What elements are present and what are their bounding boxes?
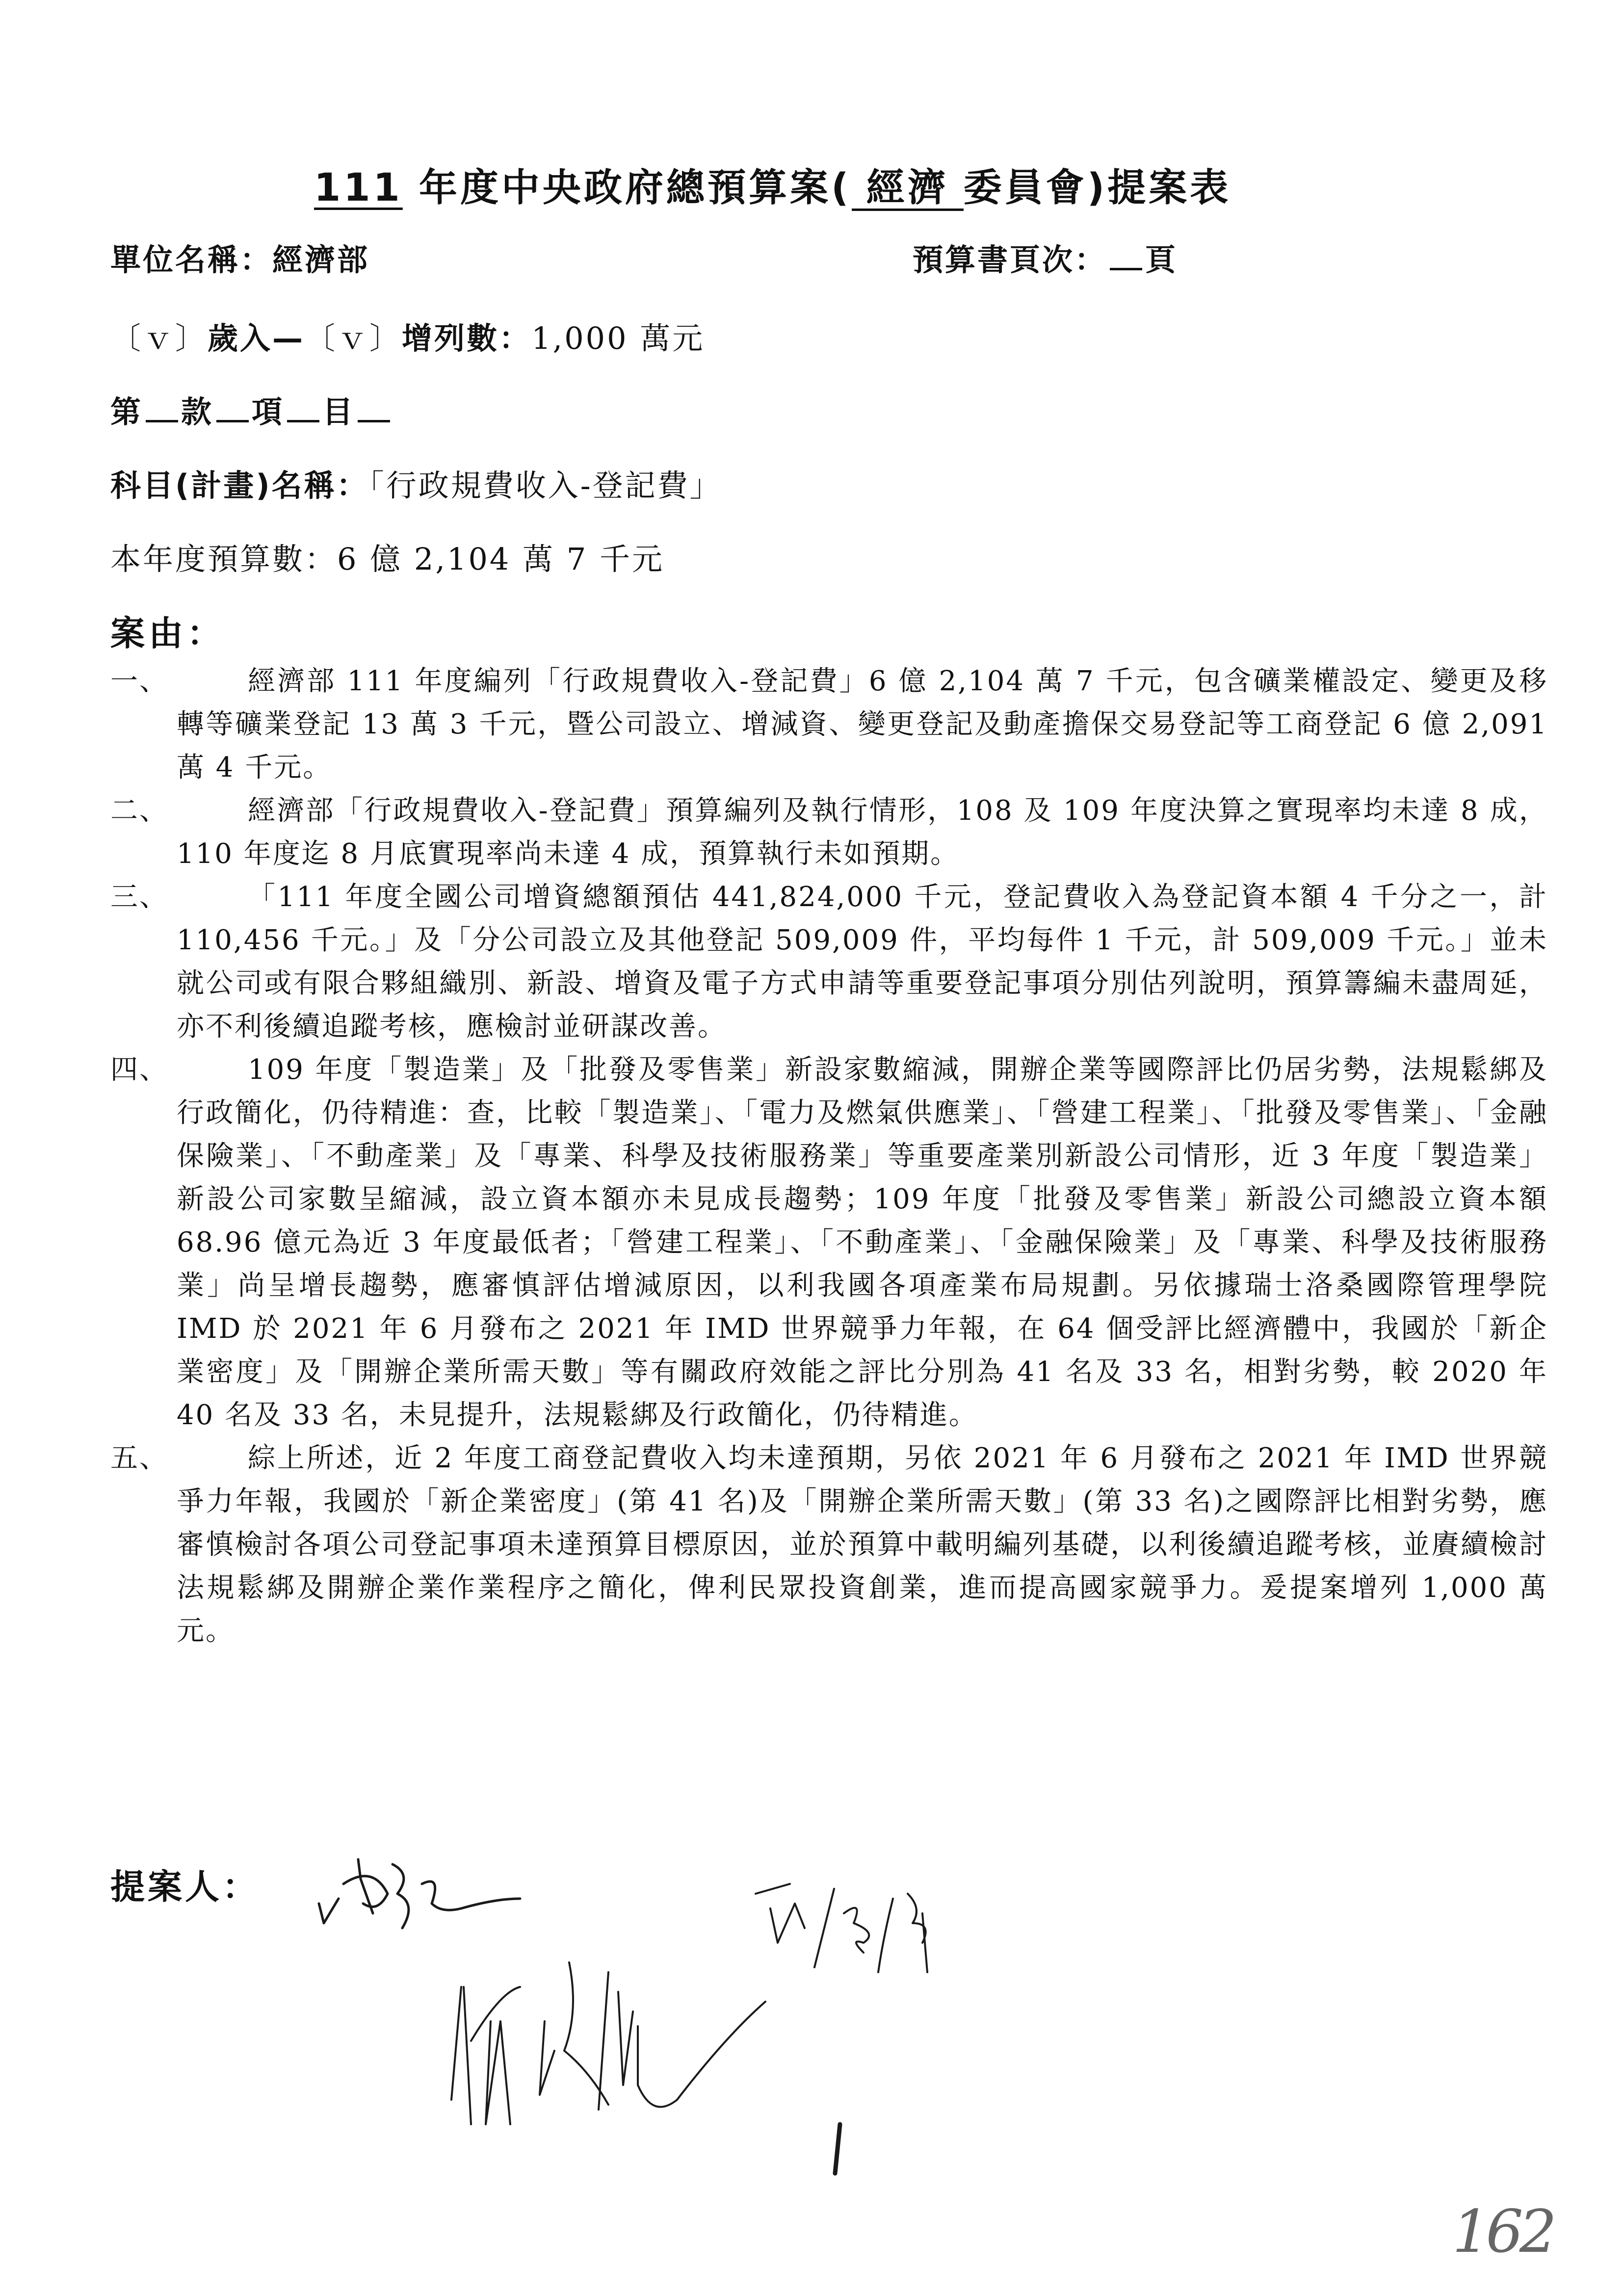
budget-page-suffix: 頁: [1145, 242, 1178, 278]
reason-item: [110, 1048, 1548, 1437]
subject-value: 「行政規費收入-登記費」: [368, 468, 722, 503]
reason-number: 四、: [110, 1054, 168, 1086]
reason-number: 二、: [110, 795, 168, 827]
reason-number: 三、: [110, 881, 168, 913]
signature-2: [451, 1962, 765, 2124]
increase-checkbox: 〔ｖ〕: [305, 320, 402, 356]
revenue-label: 歲入—: [208, 320, 305, 356]
current-budget-label: 本年度預算數：: [110, 541, 338, 577]
item-blank-3: [287, 393, 319, 422]
title-end-text: 委員會)提案表: [963, 166, 1231, 210]
reason-text: 「111 年度全國公司增資總額預估 441,824,000 千元，登記費收入為登記資本額 4 千分之一，計 110,456 千元。」及「分公司設立及其他登記 509,009 件，平均每件 1 千元，計 509,009 千元。」並未就公司或有限合夥組織別、新設、增資及電子方式申請等重要登記事項分別估列說明，預算籌編未盡周延，亦不利後續追蹤考核，應檢討並研謀改善。: [177, 881, 1548, 1043]
reason-item: [110, 1437, 1548, 1653]
current-budget-value: 6 億 2,104 萬 7 千元: [337, 541, 664, 577]
reason-heading: 案由：: [110, 613, 225, 653]
budget-page-blank: [1110, 241, 1142, 270]
item-mu: 目: [322, 394, 355, 430]
reason-list: [110, 660, 1548, 1653]
reason-item: [110, 876, 1548, 1048]
form-title: [314, 157, 1231, 212]
signature-1: [319, 1859, 520, 1928]
reason-text: 109 年度「製造業」及「批發及零售業」新設家數縮減，開辦企業等國際評比仍居劣勢，法規鬆綁及行政簡化，仍待精進：查，比較「製造業」、「電力及燃氣供應業」、「營建工程業」、「批發及零售業」、「金融保險業」、「不動產業」及「專業、科學及技術服務業」等重要產業別新設公司情形，近 3 年度「製造業」新設公司家數呈縮減，設立資本額亦未見成長趨勢；109 年度「批發及零售業」新設公司總設立資本額 68.96 億元為近 3 年度最低者；「營建工程業」、「不動產業」、「金融保險業」及「專業、科學及技術服務業」尚呈增長趨勢，應審慎評估增減原因，以利我國各項產業布局規劃。另依據瑞士洛桑國際管理學院 IMD 於 2021 年 6 月發布之 2021 年 IMD 世界競爭力年報，在 64 個受評比經濟體中，我國於「新企業密度」及「開辦企業所需天數」等有關政府效能之評比分別為 41 名及 33 名，相對劣勢，較 2020 年 40 名及 33 名，未見提升，法規鬆綁及行政簡化，仍待精進。: [177, 1054, 1548, 1431]
proposer-label: 提案人：: [110, 1867, 260, 1907]
reason-number: 五、: [110, 1442, 168, 1474]
title-committee: 經濟: [852, 168, 964, 211]
type-line: [110, 314, 705, 358]
item-blank-1: [146, 393, 178, 422]
increase-label: 增列數：: [402, 320, 532, 356]
subject-label: 科目(計畫)名稱：: [110, 468, 369, 503]
reason-item: [110, 789, 1548, 876]
current-budget-field: [110, 535, 664, 578]
increase-value: 1,000 萬元: [531, 320, 705, 356]
reason-text: 經濟部「行政規費收入-登記費」預算編列及執行情形，108 及 109 年度決算之實現率均未達 8 成，110 年度迄 8 月底實現率尚未達 4 成，預算執行未如預期。: [177, 795, 1548, 870]
subject-field: [110, 461, 722, 505]
item-di: 第: [110, 394, 143, 430]
signature-3: [756, 1884, 927, 1972]
unit-name-field: [110, 235, 369, 279]
title-year: 111: [314, 166, 403, 210]
reason-number: 一、: [110, 665, 168, 697]
reason-item: [110, 660, 1548, 789]
unit-name-value: 經濟部: [272, 242, 370, 278]
title-main-text: 年度中央政府總預算案(: [419, 166, 852, 210]
item-blank-4: [358, 393, 390, 422]
budget-page-label: 預算書頁次：: [913, 242, 1107, 278]
item-blank-2: [216, 393, 249, 422]
revenue-checkbox: 〔ｖ〕: [110, 320, 208, 356]
item-line: [110, 388, 393, 431]
item-xiang: 項: [252, 394, 285, 430]
item-kuan: 款: [181, 394, 214, 430]
unit-name-label: 單位名稱：: [110, 242, 273, 278]
budget-page-field: [913, 235, 1178, 279]
handwritten-page-number: 162: [1452, 2198, 1553, 2266]
mark-stroke: [835, 2124, 840, 2173]
reason-text: 綜上所述，近 2 年度工商登記費收入均未達預期，另依 2021 年 6 月發布之 2021 年 IMD 世界競爭力年報，我國於「新企業密度」(第 41 名)及「開辦企業所需天數」(第 33 名)之國際評比相對劣勢，應審慎檢討各項公司登記事項未達預算目標原因，並於預算中載明編列基礎，以利後續追蹤考核，並賡續檢討法規鬆綁及開辦企業作業程序之簡化，俾利民眾投資創業，進而提高國家競爭力。爰提案增列 1,000 萬元。: [177, 1442, 1548, 1647]
reason-text: 經濟部 111 年度編列「行政規費收入-登記費」6 億 2,104 萬 7 千元，包含礦業權設定、變更及移轉等礦業登記 13 萬 3 千元，暨公司設立、增減資、變更登記及動產擔保交易登記等工商登記 6 億 2,091 萬 4 千元。: [177, 665, 1548, 783]
